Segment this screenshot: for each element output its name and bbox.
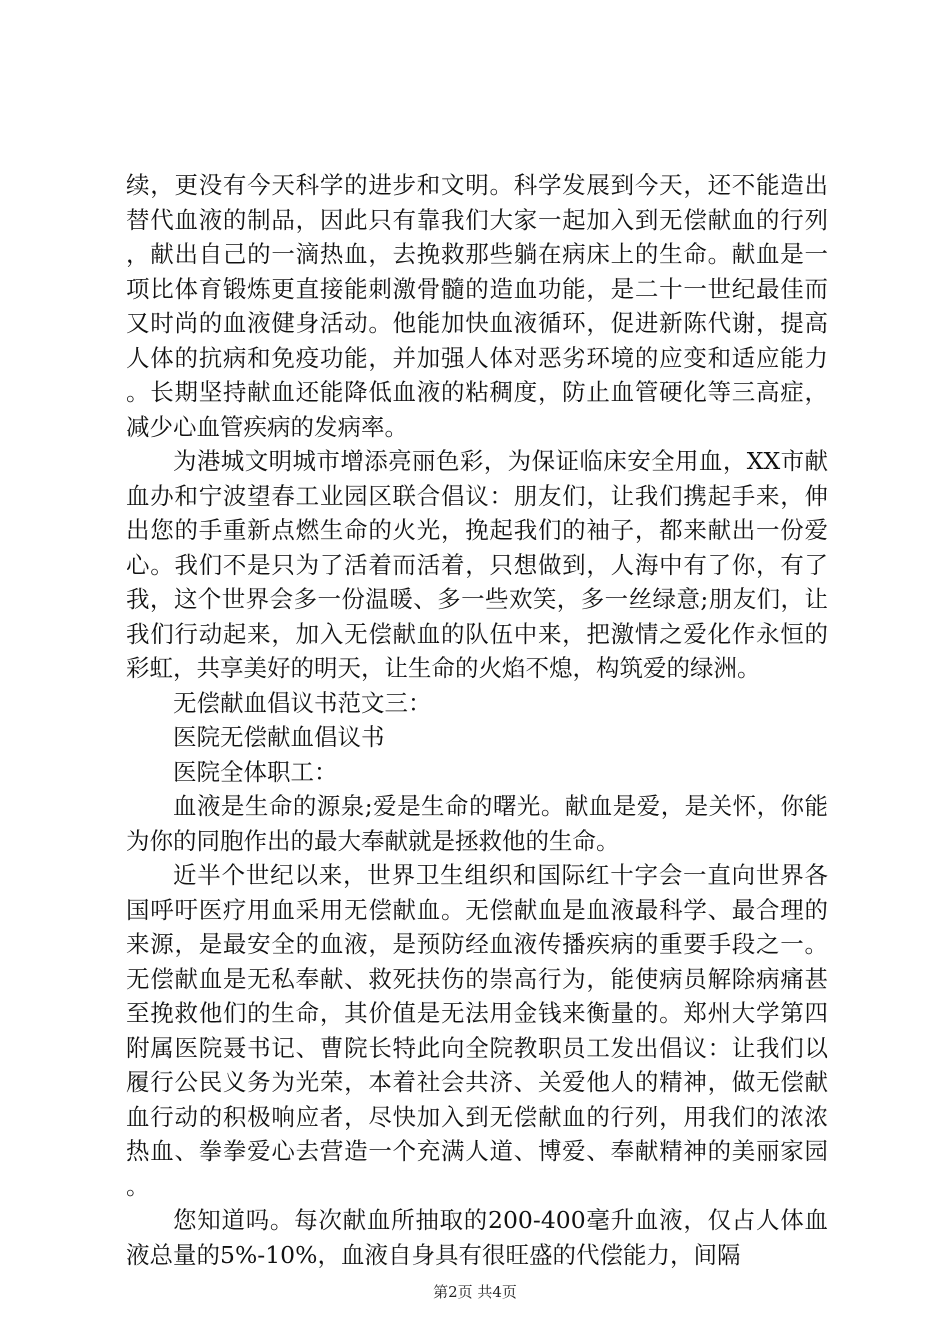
document-body: [126, 168, 828, 1272]
salutation: 医院全体职工：: [173, 757, 338, 786]
paragraph-did-you-know: 您知道吗。每次献血所抽取的200-400毫升血液，仅占人体血液总量的5%-10%，血液自身具有很旺盛的代偿能力，间隔: [126, 1206, 828, 1269]
page-footer: [0, 1282, 950, 1302]
paragraph-joint-initiative: 为港城文明城市增添亮丽色彩，为保证临床安全用血，XX市献血办和宁波望春工业园区联合倡议：朋友们，让我们携起手来，伸出您的手重新点燃生命的火光，挽起我们的袖子，都来献出一份爱心。我们不是只为了活着而活着，只想做到，人海中有了你，有了我，这个世界会多一份温暖、多一些欢笑，多一丝绿意;朋友们，让我们行动起来，加入无偿献血的队伍中来，把激情之爱化作永恒的彩虹，共享美好的明天，让生命的火焰不熄，构筑爱的绿洲。: [126, 447, 828, 682]
paragraph-blood-benefits: 续，更没有今天科学的进步和文明。科学发展到今天，还不能造出替代血液的制品，因此只有靠我们大家一起加入到无偿献血的行列，献出自己的一滴热血，去挽救那些躺在病床上的生命。献血是一项比体育锻炼更直接能刺激骨髓的造血功能，是二十一世纪最佳而又时尚的血液健身活动。他能加快血液循环，促进新陈代谢，提高人体的抗病和免疫功能，并加强人体对恶劣环境的应变和适应能力。长期坚持献血还能降低血液的粘稠度，防止血管硬化等三高症，减少心血管疾病的发病率。: [126, 171, 828, 441]
document-title-hospital-proposal: 医院无偿献血倡议书: [173, 723, 385, 751]
section-heading-sample-three: 无偿献血倡议书范文三：: [173, 688, 432, 717]
paragraph-who-red-cross: 近半个世纪以来，世界卫生组织和国际红十字会一直向世界各国呼吁医疗用血采用无偿献血。无偿献血是血液最科学、最合理的来源，是最安全的血液，是预防经血液传播疾病的重要手段之一。无偿献血是无私奉献、救死扶伤的崇高行为，能使病员解除病痛甚至挽救他们的生命，其价值是无法用金钱来衡量的。郑州大学第四附属医院聂书记、曹院长特此向全院教职员工发出倡议：让我们以履行公民义务为光荣，本着社会共济、关爱他人的精神，做无偿献血行动的积极响应者，尽快加入到无偿献血的行列，用我们的浓浓热血、拳拳爱心去营造一个充满人道、博爱、奉献精神的美丽家园。: [126, 861, 828, 1200]
page-number-label: 第2页 共4页: [433, 1283, 517, 1301]
paragraph-blood-is-life: 血液是生命的源泉;爱是生命的曙光。献血是爱，是关怀，你能为你的同胞作出的最大奉献就是拯救他的生命。: [126, 792, 828, 855]
